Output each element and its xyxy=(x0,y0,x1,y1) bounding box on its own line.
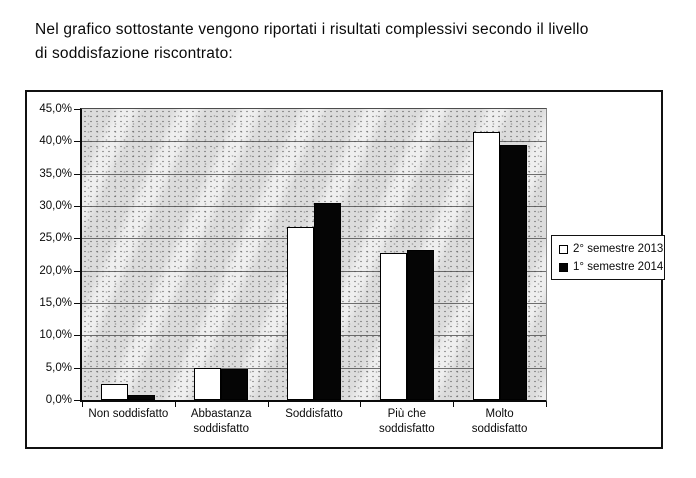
y-axis-tick-label: 25,0% xyxy=(39,232,72,245)
legend-entry xyxy=(559,243,664,255)
x-axis-category-label: Molto soddisfatto xyxy=(471,408,528,435)
bar-sem2-2013 xyxy=(287,227,314,400)
y-axis-tick-mark xyxy=(74,141,82,142)
y-axis-tick-mark xyxy=(74,400,82,401)
y-axis-tick-mark xyxy=(74,271,82,272)
bar-sem1-2014 xyxy=(221,369,248,400)
bar-sem1-2014 xyxy=(407,250,434,400)
y-axis-tick-label: 15,0% xyxy=(39,297,72,309)
bar-sem1-2014 xyxy=(128,395,155,400)
intro-line-1: Nel grafico sottostante vengono riportati i risultati complessivi secondo il livello xyxy=(35,21,589,38)
y-axis-tick-label: 45,0% xyxy=(39,103,72,115)
y-axis-tick-mark xyxy=(74,368,82,369)
bar-sem1-2014 xyxy=(314,203,341,400)
y-axis-tick-label: 20,0% xyxy=(39,264,72,277)
y-axis-tick-mark xyxy=(74,335,82,336)
y-axis-tick-mark xyxy=(74,109,82,110)
x-axis-category-label: Più che soddisfatto xyxy=(378,408,435,435)
x-axis-tick-mark xyxy=(546,402,547,407)
y-axis-tick-label: 40,0% xyxy=(39,135,72,148)
y-axis-tick-label: 10,0% xyxy=(39,329,72,342)
chart-legend xyxy=(551,235,665,280)
y-axis-tick-label: 35,0% xyxy=(39,167,72,180)
bar-sem1-2014 xyxy=(500,145,527,400)
y-axis-tick-mark xyxy=(74,174,82,175)
chart-frame xyxy=(25,90,663,449)
legend-swatch-sem2-2013 xyxy=(559,245,568,254)
y-axis-tick-mark xyxy=(74,303,82,304)
x-axis-category-label: Soddisfatto xyxy=(285,408,343,420)
plot-area xyxy=(80,108,547,402)
bar-sem2-2013 xyxy=(473,132,500,400)
y-axis-tick-mark xyxy=(74,238,82,239)
legend-swatch-sem1-2014 xyxy=(559,263,568,272)
y-axis-tick-label: 0,0% xyxy=(45,394,72,406)
bar-sem2-2013 xyxy=(380,253,407,400)
x-axis-category-label: Abbastanza soddisfatto xyxy=(190,408,252,435)
legend-label: 2° semestre 2013 xyxy=(573,243,664,255)
y-axis-tick-label: 5,0% xyxy=(45,361,72,374)
y-axis-tick-label: 30,0% xyxy=(39,200,72,212)
y-axis-tick-mark xyxy=(74,206,82,207)
legend-label: 1° semestre 2014 xyxy=(573,261,664,273)
x-axis-category-label: Non soddisfatto xyxy=(88,408,169,420)
intro-line-2: di soddisfazione riscontrato: xyxy=(35,45,233,62)
legend-entry xyxy=(559,261,664,273)
bar-sem2-2013 xyxy=(194,368,221,400)
bar-sem2-2013 xyxy=(101,384,128,400)
intro-text xyxy=(35,18,680,66)
